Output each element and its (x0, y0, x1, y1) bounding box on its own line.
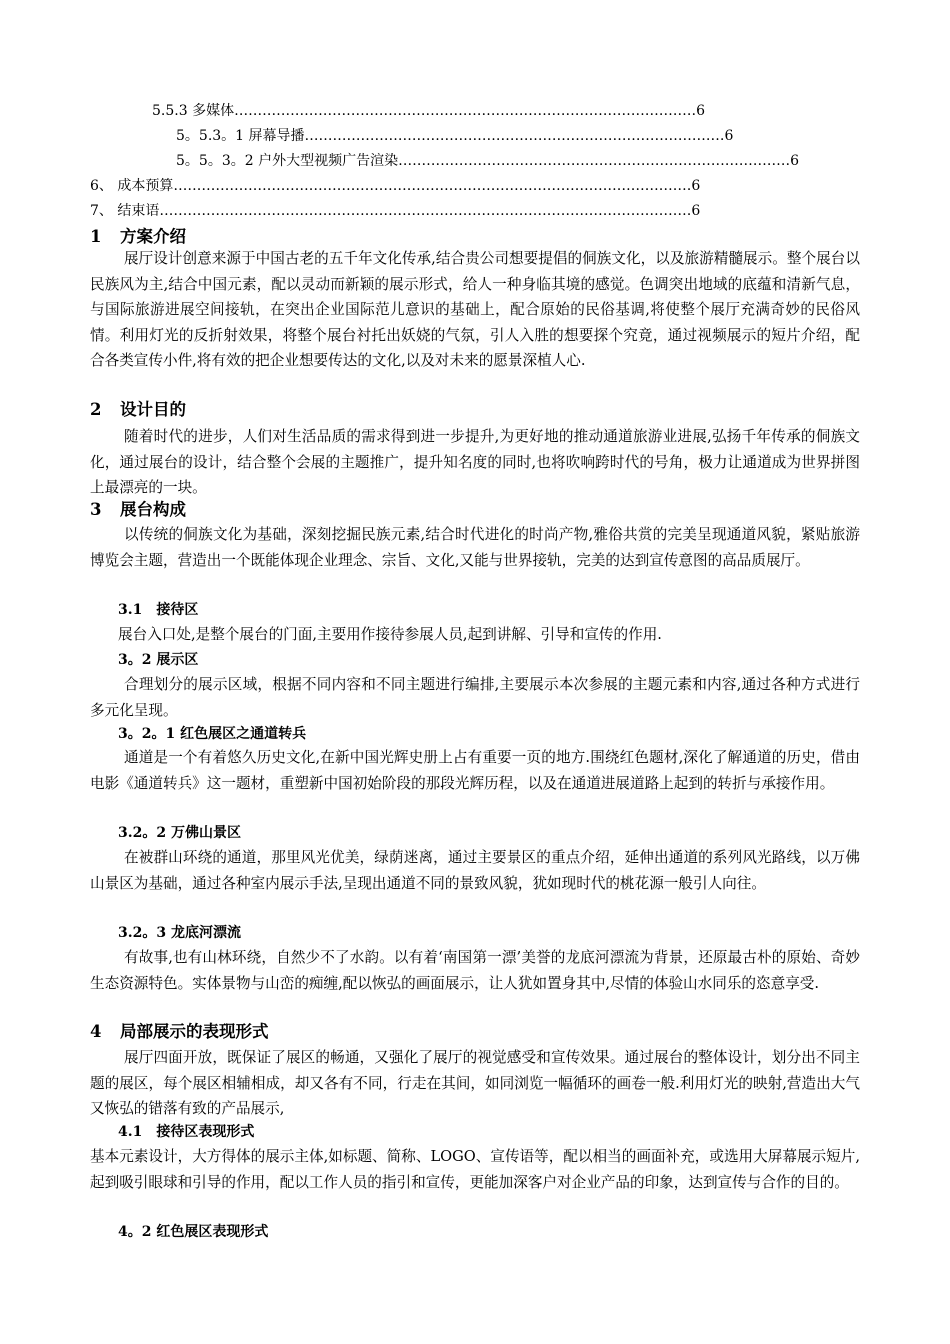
toc-page-number: 6 (696, 103, 705, 119)
section-number: 4 (90, 1022, 102, 1041)
section-number: 2 (90, 400, 102, 419)
toc-leader: ……………………………………………………………………………… (304, 128, 725, 144)
body-paragraph: 合理划分的展示区域，根据不同内容和不同主题进行编排,主要展示本次参展的主题元素和内容,通过各种方式进行多元化呈现。 (90, 676, 860, 719)
toc-label: 5。5.3。1 屏幕导播 (176, 128, 305, 144)
body-paragraph: 基本元素设计，大方得体的展示主体,如标题、简称、LOGO、宣传语等，配以相当的画面补充，或选用大屏幕展示短片,起到吸引眼球和引导的作用，配以工作人员的指引和宣传，更能加深客户对企业产品的印象，达到宣传与合作的目的。 (90, 1148, 860, 1191)
body-paragraph: 随着时代的进步，人们对生活品质的需求得到进一步提升,为更好地的推动通道旅游业进展,弘扬千年传承的侗族文化，通过展台的设计，结合整个会展的主题推广，提升知名度的同时,也将吹响跨时代的号角，极力让通道成为世界拼图上最漂亮的一块。 (90, 428, 860, 496)
section-title: 展台构成 (120, 500, 186, 519)
section-title: 设计目的 (120, 400, 186, 419)
subsection-heading: 3.1 接待区 (118, 602, 199, 618)
toc-page-number: 6 (691, 178, 701, 194)
section-number: 3 (90, 500, 102, 519)
toc-page-number: 6 (691, 203, 701, 219)
toc-leader: …………………………………………………………………………………………………… (159, 203, 692, 219)
toc-entry[interactable] (176, 151, 799, 171)
subsection-heading: 3.2。2 万佛山景区 (118, 825, 241, 841)
toc-entry[interactable] (176, 126, 733, 146)
section-heading (90, 1021, 269, 1043)
section-heading (90, 399, 186, 421)
toc-entry[interactable] (90, 201, 700, 221)
body-paragraph: 展厅设计创意来源于中国古老的五千年文化传承,结合贵公司想要提倡的侗族文化，以及旅游精髓展示。整个展台以民族风为主,结合中国元素，配以灵动而新颖的展示形式，给人一种身临其境的感觉。色调突出地域的底蕴和清新气息，与国际旅游进展空间接轨，在突出企业国际范儿意识的基础上，配合原始的民俗基调,将使整个展厅充满奇妙的民俗风情。利用灯光的反折射效果，将整个展台衬托出妖娆的气氛，引人入胜的想要探个究竟，通过视频展示的短片介绍，配合各类宣传小件,将有效的把企业想要传达的文化,以及对未来的愿景深植人心. (90, 250, 860, 369)
section-heading (90, 226, 186, 248)
toc-leader: ………………………………………………………………………………………………… (173, 178, 692, 194)
body-paragraph: 有故事,也有山林环绕，自然少不了水韵。以有着‘南国第一漂’美誉的龙底河漂流为背景，还原最古朴的原始、奇妙生态资源特色。实体景物与山峦的痴缠,配以恢弘的画面展示，让人犹如置身其中,尽情的体验山水同乐的恣意享受. (90, 949, 860, 992)
section-number: 1 (90, 227, 102, 246)
subsection-heading: 4。2 红色展区表现形式 (118, 1224, 269, 1240)
body-paragraph: 展厅四面开放，既保证了展区的畅通，又强化了展厅的视觉感受和宣传效果。通过展台的整体设计，划分出不同主题的展区，每个展区相辅相成，却又各有不同，行走在其间，如同浏览一幅循环的画卷一般.利用灯光的映射,营造出大气又恢弘的错落有致的产品展示, (90, 1049, 860, 1117)
body-paragraph: 展台入口处,是整个展台的门面,主要用作接待参展人员,起到讲解、引导和宣传的作用. (118, 626, 662, 643)
toc-entry[interactable] (152, 101, 705, 121)
toc-page-number: 6 (724, 128, 734, 144)
toc-entry[interactable] (90, 176, 700, 196)
toc-label: 5。5。3。2 户外大型视频广告渲染 (176, 153, 399, 169)
section-title: 局部展示的表现形式 (120, 1022, 269, 1041)
section-heading (90, 499, 186, 521)
toc-label: 6、 成本预算 (90, 178, 174, 194)
toc-label: 7、 结束语 (90, 203, 160, 219)
subsection-heading: 4.1 接待区表现形式 (118, 1124, 255, 1140)
subsection-heading: 3。2 展示区 (118, 652, 199, 668)
section-title: 方案介绍 (120, 227, 186, 246)
toc-page-number: 6 (790, 153, 800, 169)
body-paragraph: 通道是一个有着悠久历史文化,在新中国光辉史册上占有重要一页的地方.围绕红色题材,深化了解通道的历史，借由电影《通道转兵》这一题材，重塑新中国初始阶段的那段光辉历程，以及在通道进展道路上起到的转折与承接作用。 (90, 749, 860, 792)
body-paragraph: 在被群山环绕的通道，那里风光优美，绿荫迷离，通过主要景区的重点介绍，延伸出通道的系列风光路线，以万佛山景区为基础，通过各种室内展示手法,呈现出通道不同的景致风貌，犹如现时代的桃花源一般引人向往。 (90, 849, 860, 892)
toc-leader: ……………………………………………………………………………………… (234, 103, 697, 119)
toc-label: 5.5.3 多媒体 (152, 103, 235, 119)
subsection-heading: 3.2。3 龙底河漂流 (118, 925, 241, 941)
body-paragraph: 以传统的侗族文化为基础，深刻挖掘民族元素,结合时代进化的时尚产物,雅俗共赏的完美呈现通道风貌，紧贴旅游博览会主题，营造出一个既能体现企业理念、宗旨、文化,又能与世界接轨，完美的达到宣传意图的高品质展厅。 (90, 526, 860, 569)
subsection-heading: 3。2。1 红色展区之通道转兵 (118, 726, 307, 742)
toc-leader: ………………………………………………………………………… (398, 153, 791, 169)
